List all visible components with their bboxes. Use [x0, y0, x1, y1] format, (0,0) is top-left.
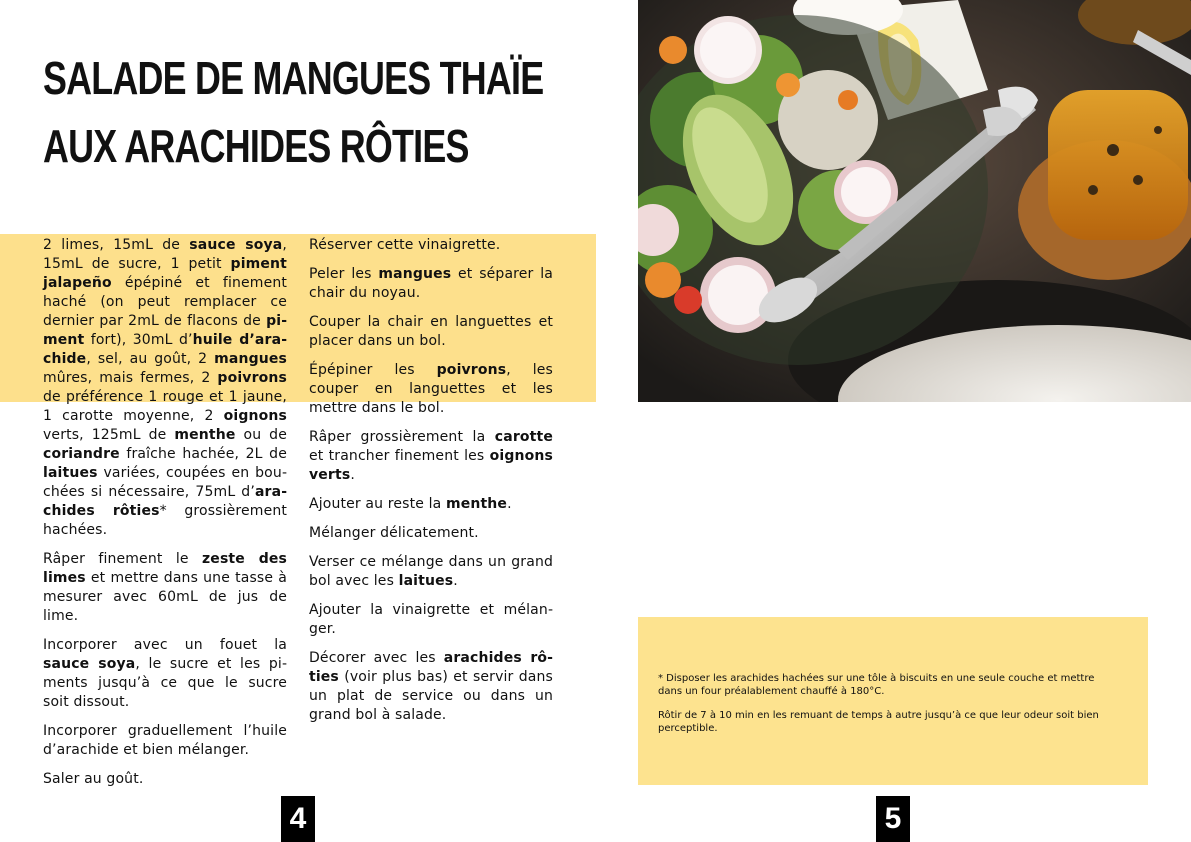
instruction-step: Épépiner les poivrons, les couper en languettes et les mettre dans le bol. — [309, 362, 553, 416]
salad-photo — [638, 0, 1191, 402]
bold-term: sauce soya — [189, 237, 283, 253]
note-box — [638, 617, 1148, 785]
page-number-5: 5 — [876, 796, 910, 842]
bold-term: arachides rôties — [43, 484, 287, 519]
bold-term: menthe — [174, 427, 236, 443]
instruction-step: Ajouter la vinaigrette et mélanger. — [309, 602, 553, 637]
instruction-step: Couper la chair en languettes et placer dans un bol. — [309, 314, 553, 349]
instruction-step: Réserver cette vinaigrette. — [309, 237, 501, 253]
instruction-step: Ajouter au reste la menthe. — [309, 496, 512, 512]
left-steps — [43, 550, 287, 789]
bold-term: carotte — [494, 429, 553, 445]
instruction-step: Incorporer graduellement l’huile d’arachide et bien mélanger. — [43, 723, 287, 758]
bold-term: coriandre — [43, 446, 120, 462]
bold-term: zeste des limes — [43, 551, 287, 586]
note-oven: * Disposer les arachides hachées sur une tôle à biscuits en une seule couche et mettre dans un four préalablement chauffé à 180°C. — [658, 673, 1095, 697]
bold-term: oignons verts — [309, 448, 553, 483]
bold-term: piment jalapeño — [43, 256, 287, 291]
middle-steps — [309, 236, 553, 725]
title-line-2: AUX ARACHIDES RÔTIES — [43, 120, 469, 172]
instruction-step: Incorporer avec un fouet la sauce soya, le sucre et les piments jusqu’à ce que le sucre soit dissout. — [43, 637, 287, 710]
instruction-step: Râper grossièrement la carotte et trancher finement les oignons verts. — [309, 429, 553, 483]
ingredients-paragraph: 2 limes, 15mL de sauce soya, 15mL de sucre, 1 petit piment jalapeño épépiné et finement haché (on peut remplacer ce dernier par 2mL de flacons de piment fort), 30mL d’huile d’arachide, sel, au goût, 2 mangues mûres, mais fermes, 2 poivrons de préférence 1 rouge et 1 jaune, 1 carotte moyenne, 2 oignons verts, 125mL de menthe ou de coriandre fraîche hachée, 2L de laitues variées, coupées en bouchées si nécessaire, 75mL d’arachides rôties* grossièrement hachées. — [43, 237, 287, 538]
bold-term: sauce soya — [43, 656, 136, 672]
bold-term: huile d’arachide — [43, 332, 287, 367]
bold-term: laitues — [43, 465, 98, 481]
salad-photo-illustration — [638, 0, 1191, 402]
instruction-step: Saler au goût. — [43, 771, 144, 787]
bold-term: piment — [43, 313, 287, 348]
bold-term: poivrons — [436, 362, 507, 378]
bold-term: mangues — [378, 266, 452, 282]
instructions-column — [309, 236, 553, 735]
bold-term: menthe — [445, 496, 508, 512]
instruction-step: Peler les mangues et séparer la chair du noyau. — [309, 266, 553, 301]
instruction-step: Râper finement le zeste des limes et mettre dans une tasse à mesurer avec 60mL de jus de lime. — [43, 551, 287, 624]
bold-term: oignons — [223, 408, 287, 424]
bold-term: arachides rôties — [309, 650, 553, 685]
bold-term: mangues — [214, 351, 287, 367]
bold-term: poivrons — [217, 370, 287, 386]
instruction-step: Décorer avec les arachides rôties (voir plus bas) et servir dans un plat de service ou dans un grand bol à salade. — [309, 650, 553, 723]
note-roast: Rôtir de 7 à 10 min en les remuant de temps à autre jusqu’à ce que leur odeur soit bien perceptible. — [658, 710, 1099, 734]
instruction-step: Verser ce mélange dans un grand bol avec les laitues. — [309, 554, 553, 589]
bold-term: laitues — [398, 573, 454, 589]
ingredients-column — [43, 236, 287, 799]
title-line-1: SALADE DE MANGUES THAÏE — [43, 52, 544, 104]
recipe-title — [43, 44, 544, 180]
page-number-4: 4 — [281, 796, 315, 842]
instruction-step: Mélanger délicatement. — [309, 525, 479, 541]
